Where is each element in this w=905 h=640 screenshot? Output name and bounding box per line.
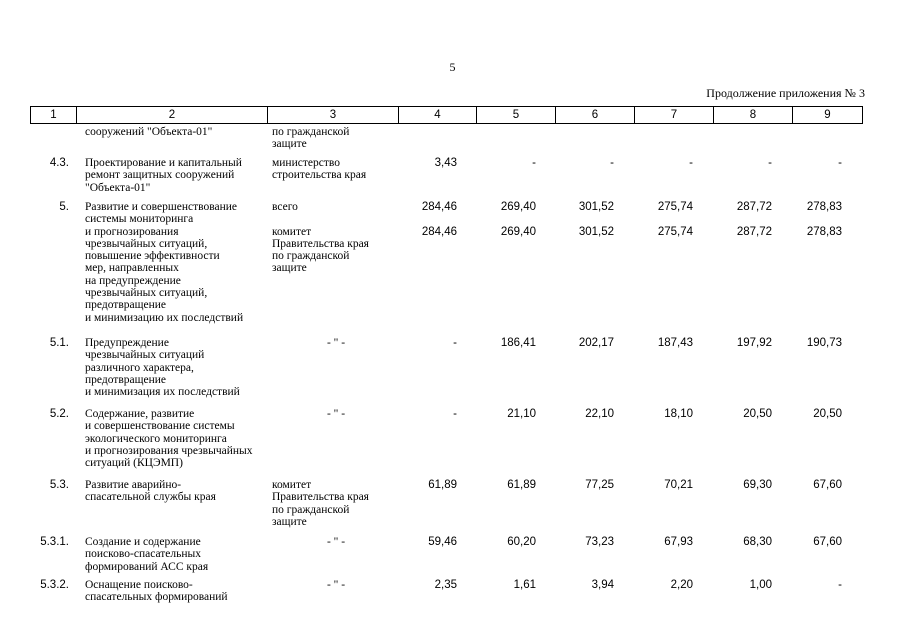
value-col4: - — [453, 408, 457, 420]
value-col5: - — [532, 157, 536, 169]
row-number: 5.3.1. — [40, 536, 69, 548]
continuation-label: Продолжение приложения № 3 — [706, 86, 865, 100]
value-col4: 284,46 284,46 — [421, 201, 457, 238]
row-name: Развитие аварийно- спасательной службы края — [85, 479, 216, 504]
col-header-4: 4 — [399, 107, 477, 124]
row-number: 5.3. — [49, 479, 69, 491]
row-name: Создание и содержание поисково-спасательных формирований АСС края — [85, 536, 209, 573]
column-header-row — [30, 106, 863, 124]
value-col7: 70,21 — [664, 479, 693, 491]
value-col6: 22,10 — [585, 408, 614, 420]
row-number: 5.3.2. — [40, 579, 69, 591]
value-col8: 68,30 — [743, 536, 772, 548]
value-col8: 287,72 287,72 — [736, 201, 772, 238]
row-number: 5. — [59, 201, 69, 213]
row-executor: - " - — [326, 408, 346, 420]
value-col5: 269,40 269,40 — [500, 201, 536, 238]
row-name: Содержание, развитие и совершенствование системы экологического мониторинга и прогнозирования чрезвычайных ситуаций (КЦЭМП) — [85, 408, 253, 470]
value-col9: 67,60 — [813, 479, 842, 491]
value-col4: 2,35 — [434, 579, 457, 591]
row-name: Оснащение поисково- спасательных формирований — [85, 579, 228, 604]
value-col6: 301,52 301,52 — [578, 201, 614, 238]
value-col8: - — [768, 157, 772, 169]
value-col5: 1,61 — [513, 579, 536, 591]
value-col6: 77,25 — [585, 479, 614, 491]
value-col7: - — [689, 157, 693, 169]
value-col5: 186,41 — [500, 337, 536, 349]
value-col4: 59,46 — [428, 536, 457, 548]
value-col8: 69,30 — [743, 479, 772, 491]
col-header-8: 8 — [714, 107, 793, 124]
row-executor: министерство строительства края — [272, 157, 367, 182]
page-number: 5 — [449, 60, 456, 74]
col-header-3: 3 — [268, 107, 399, 124]
value-col9: 20,50 — [813, 408, 842, 420]
row-name: сооружений "Объекта-01" — [85, 126, 213, 138]
col-header-6: 6 — [556, 107, 635, 124]
value-col6: 202,17 — [578, 337, 614, 349]
row-executor: - " - — [326, 579, 346, 591]
value-col4: 3,43 — [434, 157, 457, 169]
col-header-9: 9 — [793, 107, 863, 124]
value-col9: 278,83 278,83 — [806, 201, 842, 238]
row-name: Развитие и совершенствование системы мониторинга и прогнозирования чрезвычайных ситуаций, повышение эффективности мер, направленных на предупреждение чрезвычайных ситуаций, предотвращение и минимизацию их последствий — [85, 201, 244, 324]
col-header-1: 1 — [31, 107, 77, 124]
row-executor: комитет Правительства края по гражданской защите — [272, 479, 369, 528]
value-col7: 2,20 — [670, 579, 693, 591]
value-col4: 61,89 — [428, 479, 457, 491]
value-col7: 67,93 — [664, 536, 693, 548]
row-executor: по гражданской защите — [272, 126, 350, 151]
row-name: Предупреждение чрезвычайных ситуаций различного характера, предотвращение и минимизация их последствий — [85, 337, 240, 399]
value-col6: - — [610, 157, 614, 169]
value-col9: 190,73 — [806, 337, 842, 349]
value-col6: 73,23 — [585, 536, 614, 548]
value-col6: 3,94 — [591, 579, 614, 591]
value-col9: - — [838, 157, 842, 169]
value-col8: 1,00 — [749, 579, 772, 591]
value-col8: 20,50 — [743, 408, 772, 420]
col-header-7: 7 — [635, 107, 714, 124]
value-col4: - — [453, 337, 457, 349]
value-col5: 61,89 — [507, 479, 536, 491]
col-header-2: 2 — [77, 107, 268, 124]
row-executor: - " - — [326, 337, 346, 349]
row-executor: - " - — [326, 536, 346, 548]
value-col8: 197,92 — [736, 337, 772, 349]
row-executor: всего комитет Правительства края по гражданской защите — [272, 201, 369, 275]
value-col5: 21,10 — [507, 408, 536, 420]
value-col7: 187,43 — [657, 337, 693, 349]
value-col7: 18,10 — [664, 408, 693, 420]
value-col9: - — [838, 579, 842, 591]
value-col7: 275,74 275,74 — [657, 201, 693, 238]
col-header-5: 5 — [477, 107, 556, 124]
row-number: 4.3. — [49, 157, 69, 169]
row-name: Проектирование и капитальный ремонт защитных сооружений "Объекта-01" — [85, 157, 242, 194]
row-number: 5.2. — [49, 408, 69, 420]
value-col5: 60,20 — [507, 536, 536, 548]
value-col9: 67,60 — [813, 536, 842, 548]
row-number: 5.1. — [49, 337, 69, 349]
